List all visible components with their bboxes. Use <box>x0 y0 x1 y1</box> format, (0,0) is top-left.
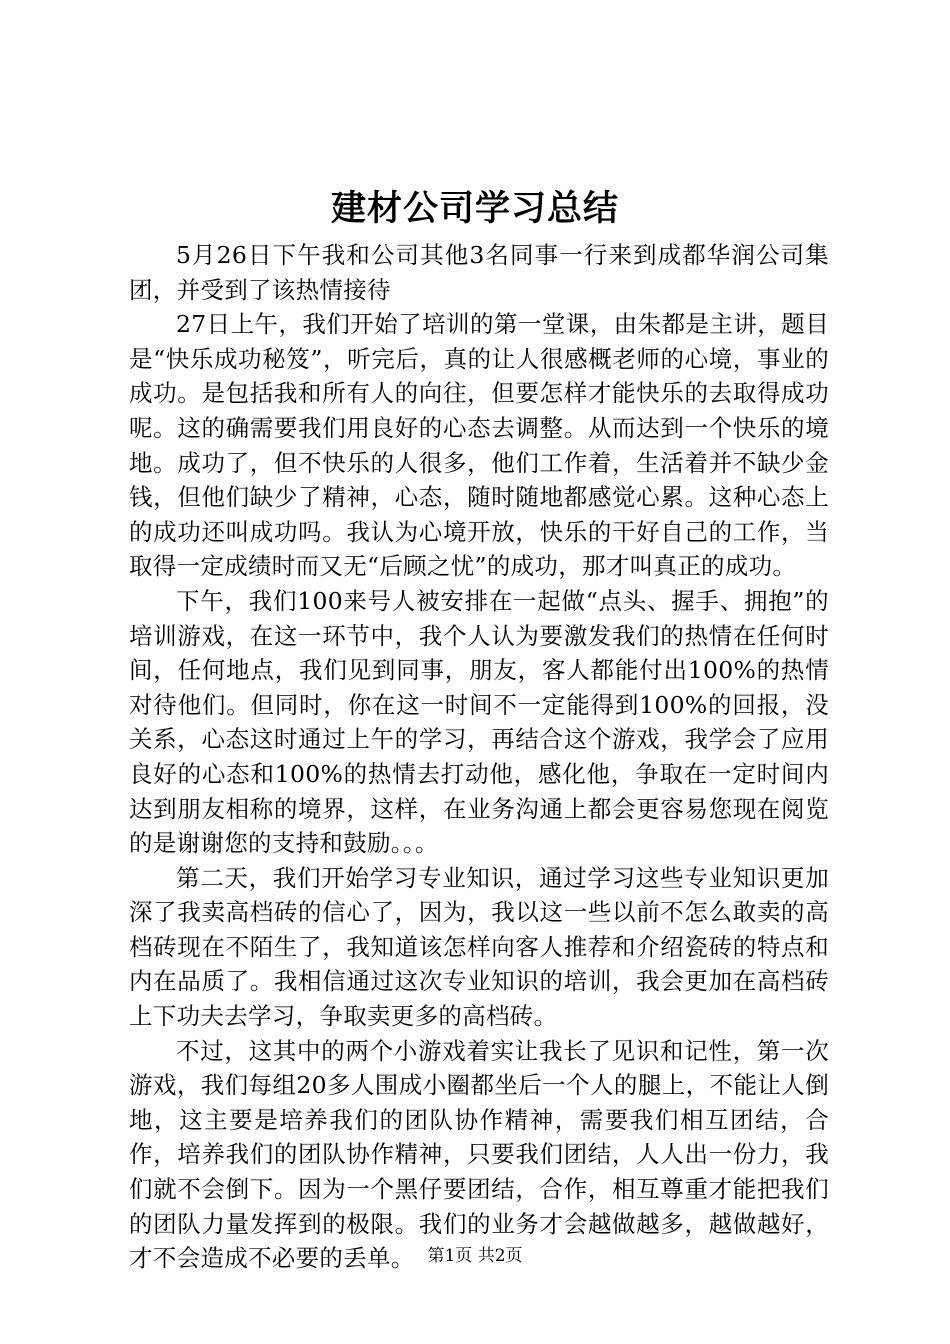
paragraph-1: 5月26日下午我和公司其他3名同事一行来到成都华润公司集团，并受到了该热情接待 <box>129 241 829 304</box>
document-title: 建材公司学习总结 <box>330 188 619 229</box>
page-number-footer: 第1页 共2页 <box>427 1246 523 1266</box>
paragraph-2: 27日上午，我们开始了培训的第一堂课，由朱都是主讲，题目是“快乐成功秘笈”，听完后，真的让人很感概老师的心境，事业的成功。是包括我和所有人的向往，但要怎样才能快乐的去取得成功呢。这的确需要我们用良好的心态去调整。从而达到一个快乐的境地。成功了，但不快乐的人很多，他们工作着，生活着并不缺少金钱，但他们缺少了精神，心态，随时随地都感觉心累。这种心态上的成功还叫成功吗。我认为心境开放，快乐的干好自己的工作，当取得一定成绩时而又无“后顾之忧”的成功，那才叫真正的成功。 <box>129 310 829 581</box>
paragraph-3: 下午，我们100来号人被安排在一起做“点头、握手、拥抱”的培训游戏，在这一环节中，我个人认为要激发我们的热情在任何时间，任何地点，我们见到同事，朋友，客人都能付出100%的热情对待他们。但同时，你在这一时间不一定能得到100%的回报，没关系，心态这时通过上午的学习，再结合这个游戏，我学会了应用良好的心态和100%的热情去打动他，感化他，争取在一定时间内达到朋友相称的境界，这样，在业务沟通上都会更容易您现在阅览的是谢谢您的支持和鼓励。。。 <box>129 586 829 858</box>
paragraph-4: 第二天，我们开始学习专业知识，通过学习这些专业知识更加深了我卖高档砖的信心了，因为，我以这一些以前不怎么敢卖的高档砖现在不陌生了，我知道该怎样向客人推荐和介绍瓷砖的特点和内在品质了。我相信通过这次专业知识的培训，我会更加在高档砖上下功夫去学习，争取卖更多的高档砖。 <box>129 863 829 1031</box>
document-body <box>129 238 829 1276</box>
paragraph-5: 不过，这其中的两个小游戏着实让我长了见识和记性，第一次游戏，我们每组20多人围成小圈都坐后一个人的腿上，不能让人倒地，这主要是培养我们的团队协作精神，需要我们相互团结，合作，培养我们的团队协作精神，只要我们团结，人人出一份力，我们就不会倒下。因为一个黑仔要团结，合作，相互尊重才能把我们的团队力量发挥到的极限。我们的业务才会越做越多，越做越好，才不会造成不必要的丢单。 <box>129 1036 829 1273</box>
